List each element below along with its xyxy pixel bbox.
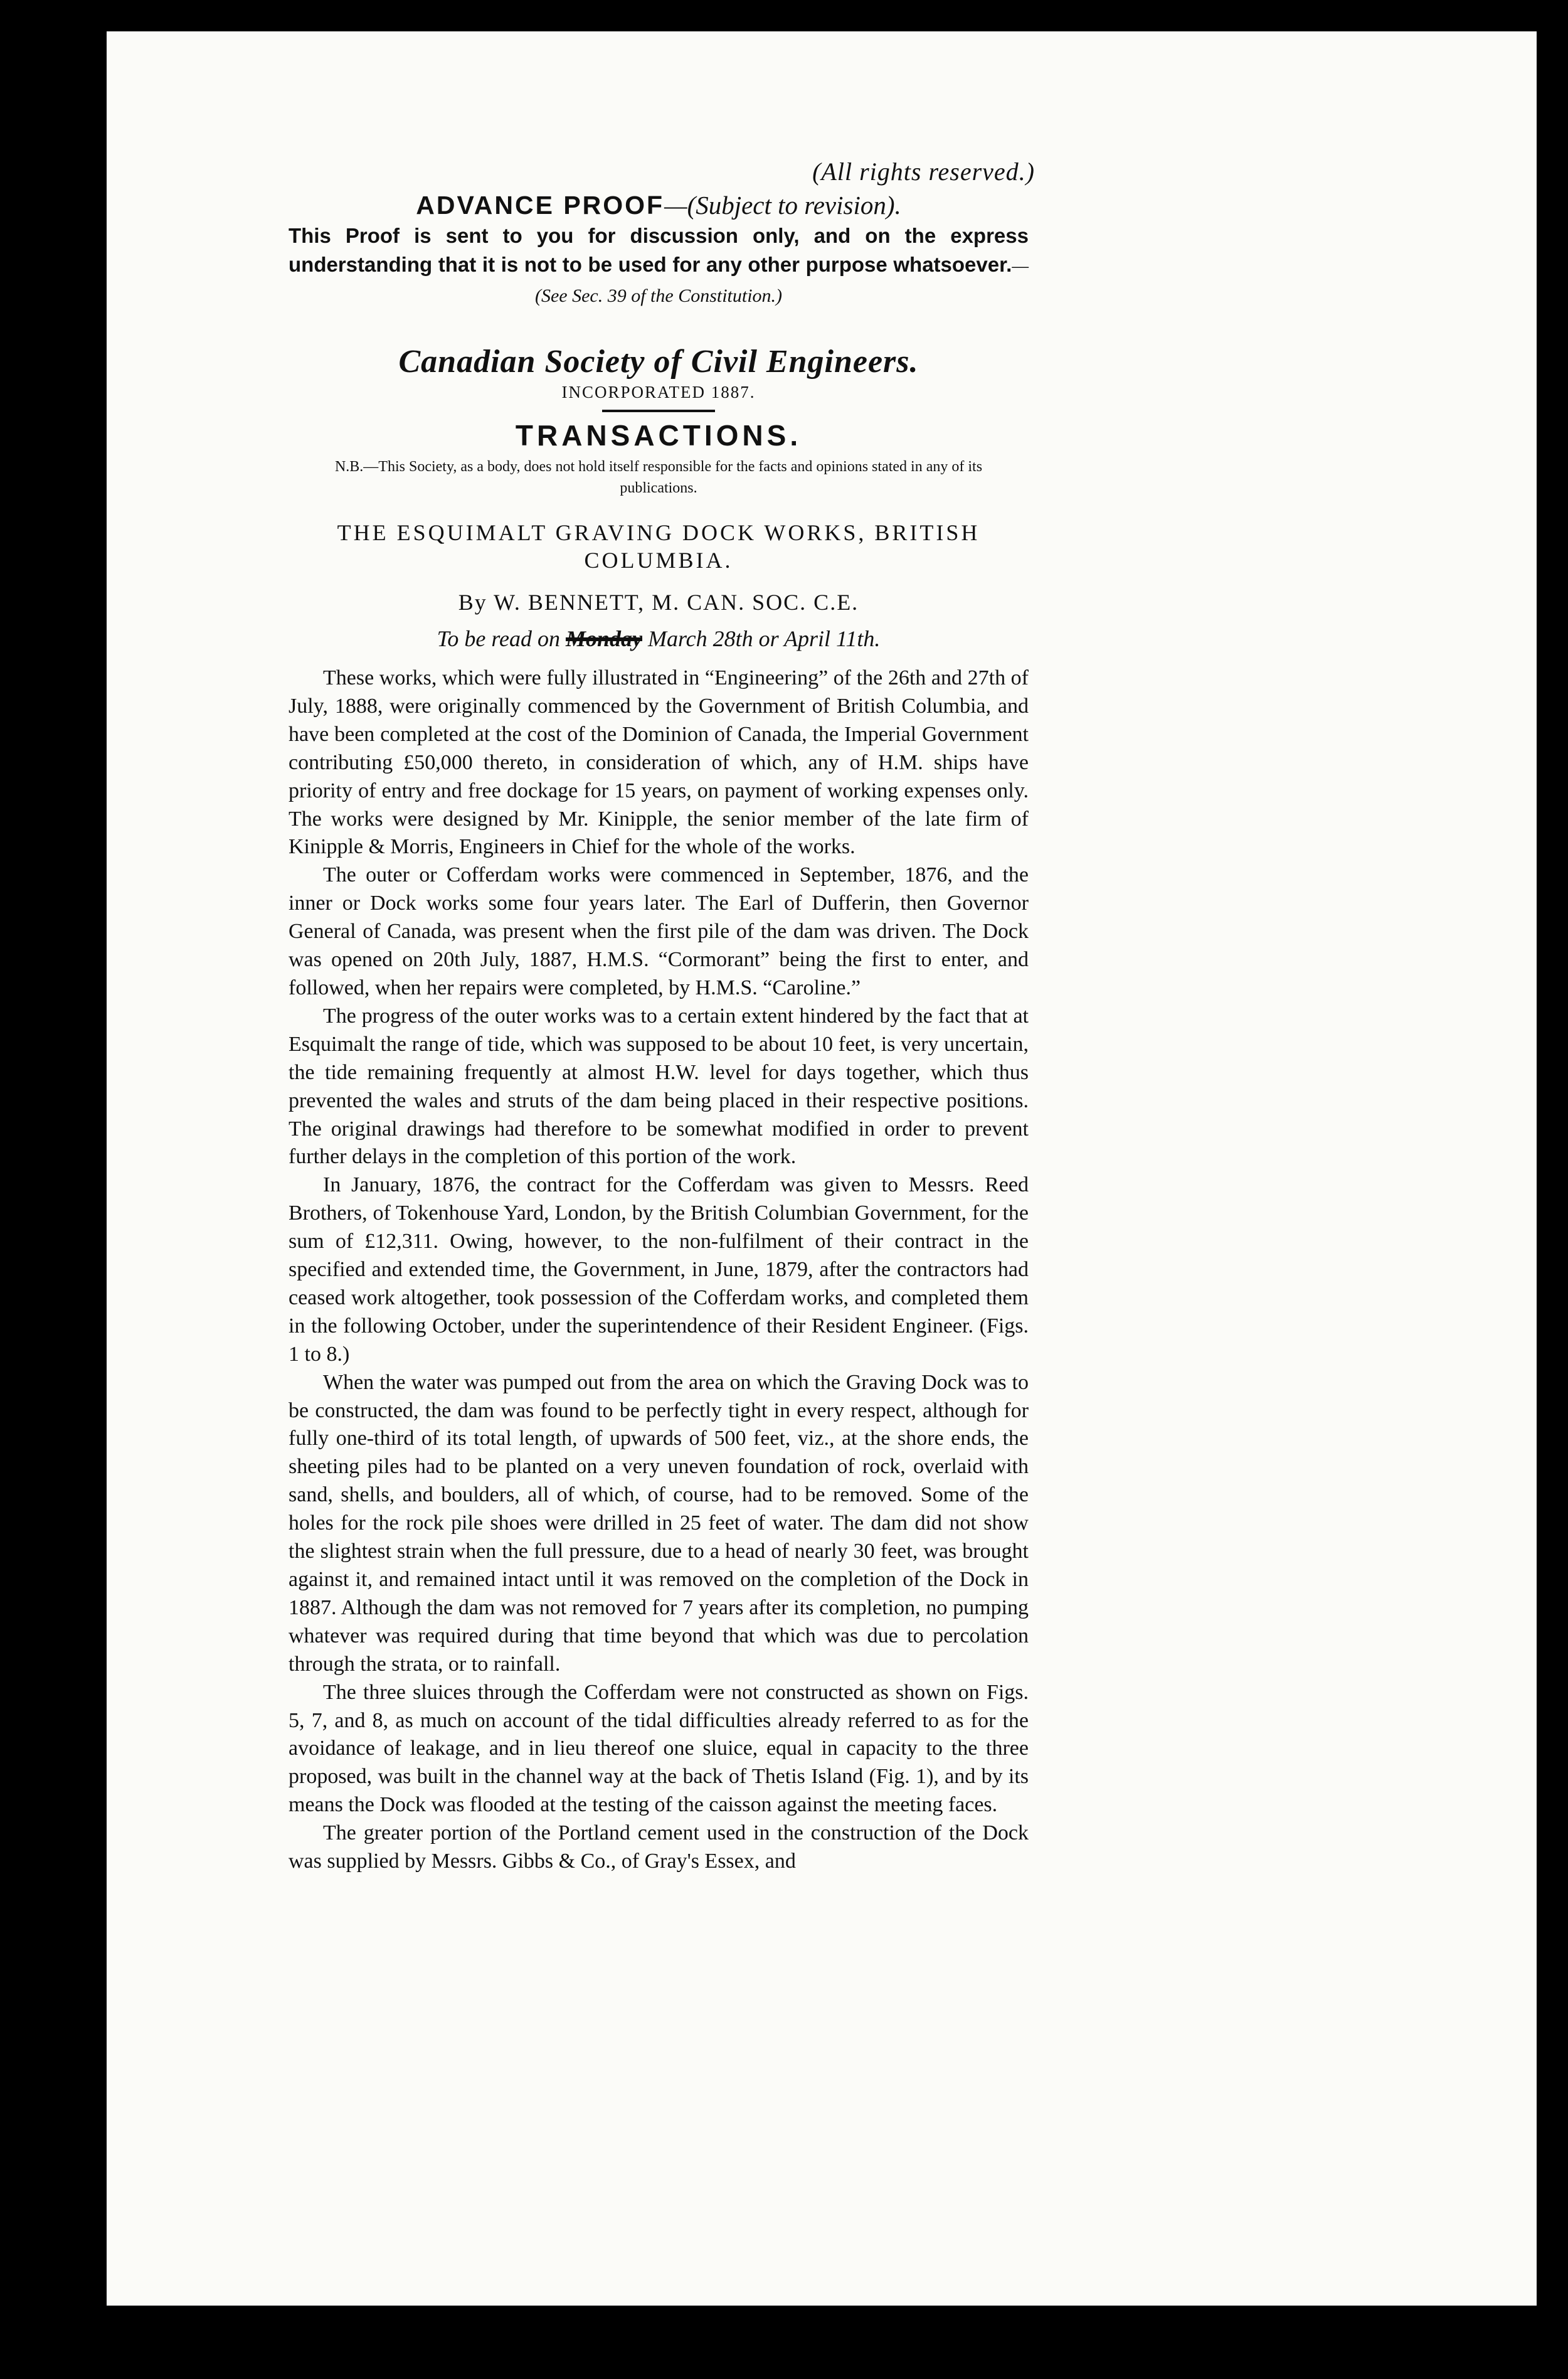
document-content xyxy=(289,157,1035,1876)
reading-date-prefix: To be read on xyxy=(437,626,560,651)
incorporated-line: INCORPORATED 1887. xyxy=(561,383,756,402)
paragraph: When the water was pumped out from the area on which the Graving Dock was to be constructed, the dam was found to be perfectly tight in every respect, although for fully one-third of its total length, of upwards of 500 feet, viz., at the shore ends, the sheeting piles had to be planted on a very uneven foundation of rock, overlaid with sand, shells, and boulders, all of which, of course, had to be removed. Some of the holes for the rock pile shoes were drilled in 25 feet of water. The dam did not show the slightest strain when the full pressure, due to a head of nearly 30 feet, was brought against it, and remained intact until it was removed on the completion of the Dock in 1887. Although the dam was not removed for 7 years after its completion, no pumping whatever was required during that time beyond that which was due to percolation through the strata, or to rainfall. xyxy=(289,1370,1029,1676)
society-name: Canadian Society of Civil Engineers. xyxy=(398,344,919,380)
body-text xyxy=(289,664,1029,1876)
proof-notice xyxy=(289,221,1029,311)
reading-date xyxy=(289,625,1029,652)
rights-reserved: (All rights reserved.) xyxy=(812,157,1035,186)
paper-sheet xyxy=(107,31,1537,2306)
paragraph: The greater portion of the Portland cement used in the construction of the Dock was supplied by Messrs. Gibbs & Co., of Gray's Essex, and xyxy=(289,1821,1029,1873)
paragraph: These works, which were fully illustrated in “Engineering” of the 26th and 27th of July, 1888, were originally commenced by the Government of British Columbia, and have been completed at the cost of the Dominion of Canada, the Imperial Government contributing £50,000 thereto, in consideration of which, any of H.M. ships have priority of entry and free dockage for 15 years, on payment of working expenses only. The works were designed by Mr. Kinipple, the senior member of the late firm of Kinipple & Morris, Engineers in Chief for the whole of the works. xyxy=(289,666,1029,859)
reading-date-value: March 28th or April 11th. xyxy=(648,626,881,651)
author-byline: By W. BENNETT, M. CAN. SOC. C.E. xyxy=(458,590,859,615)
paragraph: The outer or Cofferdam works were commenced in September, 1876, and the inner or Dock works some four years later. The Earl of Dufferin, then Governor General of Canada, was present when the first pile of the dam was driven. The Dock was opened on 20th July, 1887, H.M.S. “Cormorant” being the first to enter, and followed, when her repairs were completed, by H.M.S. “Caroline.” xyxy=(289,863,1029,999)
constitution-reference: —(See Sec. 39 of the Constitution.) xyxy=(534,255,1029,306)
paragraph: The progress of the outer works was to a certain extent hindered by the fact that at Esquimalt the range of tide, which was supposed to be about 10 feet, is very uncertain, the tide remaining frequently at almost H.W. level for days together, which thus prevented the wales and struts of the dam being placed in their respective positions. The original drawings had therefore to be somewhat modified in order to prevent further delays in the completion of this portion of the work. xyxy=(289,1004,1029,1169)
advance-proof-note: —(Subject to revision). xyxy=(664,191,901,220)
paragraph: The three sluices through the Cofferdam were not constructed as shown on Figs. 5, 7, and 8, as much on account of the tidal difficulties already referred to as for the avoidance of leakage, and in lieu thereof one sluice, equal in capacity to the three proposed, was built in the channel way at the back of Thetis Island (Fig. 1), and by its means the Dock was flooded at the testing of the caisson against the meeting faces. xyxy=(289,1680,1029,1817)
advance-proof-line xyxy=(289,190,1029,220)
advance-proof-heading: ADVANCE PROOF xyxy=(416,191,665,220)
paragraph: In January, 1876, the contract for the Cofferdam was given to Messrs. Reed Brothers, of Tokenhouse Yard, London, by the British Columbian Government, for the sum of £12,311. Owing, however, to the non-fulfilment of their contract in the specified and extended time, the Government, in June, 1879, after the contractors had ceased work altogether, took possession of the Cofferdam works, and completed them in the following October, under the superintendence of their Resident Engineer. (Figs. 1 to 8.) xyxy=(289,1173,1029,1366)
struck-word: Monday xyxy=(566,626,643,651)
paper-title: THE ESQUIMALT GRAVING DOCK WORKS, BRITISH COLUMBIA. xyxy=(337,520,980,573)
divider-rule xyxy=(602,410,715,412)
transactions-heading: TRANSACTIONS. xyxy=(515,419,802,452)
disclaimer-note: N.B.—This Society, as a body, does not hold itself responsible for the facts and opinions stated in any of its publications. xyxy=(334,459,983,496)
proof-notice-text: This Proof is sent to you for discussion only, and on the express understanding that it is not to be used for any other purpose whatsoever. xyxy=(289,224,1029,276)
